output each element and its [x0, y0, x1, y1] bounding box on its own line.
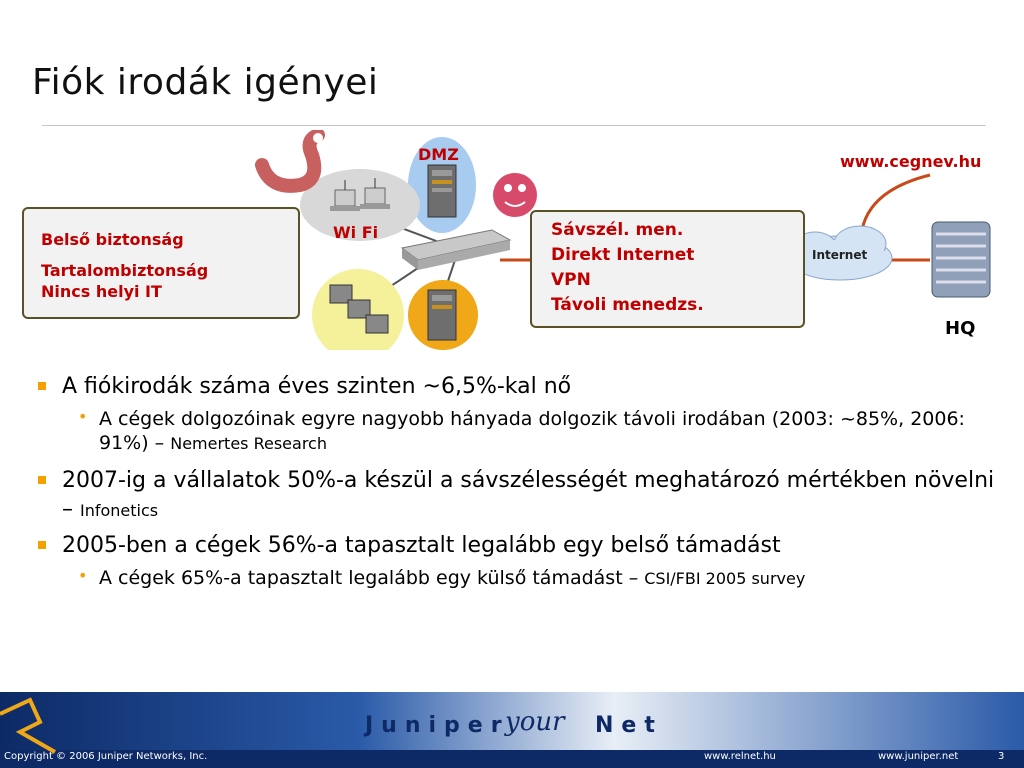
dmz-server-icon	[428, 165, 456, 217]
page-number: 3	[998, 751, 1005, 762]
slide-title: Fiók irodák igényei	[32, 62, 379, 103]
source-citation: Infonetics	[80, 501, 159, 520]
virus-threat-icon	[493, 173, 537, 217]
bullet-text: 2005-ben a cégek 56%-a tapasztalt legalább egy belső támadást	[62, 533, 781, 558]
wifi-label: Wi Fi	[333, 223, 379, 242]
box-line: Tartalombiztonság	[41, 261, 209, 280]
url-label: www.cegnev.hu	[840, 152, 982, 171]
dmz-label: DMZ	[418, 145, 459, 164]
source-citation: CSI/FBI 2005 survey	[644, 569, 806, 588]
hq-label: HQ	[945, 318, 976, 339]
box-line: Sávszél. men.	[551, 220, 684, 240]
branch-needs-box	[22, 207, 300, 319]
footer-brand-mid: your	[505, 707, 565, 737]
box-line: Nincs helyi IT	[41, 282, 162, 301]
bullet-text: A fiókirodák száma éves szinten ~6,5%-kal nő	[62, 374, 572, 399]
bullet-item	[36, 531, 996, 560]
bullet-item	[36, 372, 996, 401]
switch-icon	[402, 230, 510, 270]
bullet-list	[36, 372, 996, 601]
network-diagram	[0, 130, 1024, 350]
bullet-item	[36, 466, 996, 525]
footer-brand-right: Net	[595, 713, 663, 738]
box-line: Belső biztonság	[41, 230, 184, 249]
bullet-text: 2007-ig a vállalatok 50%-a készül a sávszélességét meghatározó mértékben növelni –	[62, 468, 995, 522]
footer-link-juniper[interactable]: www.juniper.net	[878, 751, 959, 762]
link-url	[862, 175, 930, 230]
copyright-text: Copyright © 2006 Juniper Networks, Inc.	[4, 751, 208, 762]
branch-server-icon	[428, 290, 456, 340]
worm-threat-icon	[262, 133, 323, 186]
internet-label: Internet	[812, 248, 868, 262]
sub-bullet-item	[36, 566, 996, 591]
box-line: Távoli menedzs.	[551, 295, 704, 315]
footer-link-relnet[interactable]: www.relnet.hu	[704, 751, 776, 762]
sub-bullet-item	[36, 407, 996, 456]
hq-building-icon	[932, 222, 990, 297]
box-line: Direkt Internet	[551, 245, 695, 265]
sub-bullet-text: A cégek 65%-a tapasztalt legalább egy külső támadást –	[99, 567, 645, 589]
sub-bullet-text: A cégek dolgozóinak egyre nagyobb hányada dolgozik távoli irodában (2003: ~85%, 2006: 91%) –	[99, 408, 965, 454]
slide-footer	[0, 692, 1024, 768]
footer-brand-left: Juniper	[365, 713, 510, 738]
connectivity-needs-box	[530, 210, 805, 328]
box-line: VPN	[551, 270, 591, 290]
source-citation: Nemertes Research	[170, 434, 327, 453]
title-divider	[42, 125, 986, 126]
